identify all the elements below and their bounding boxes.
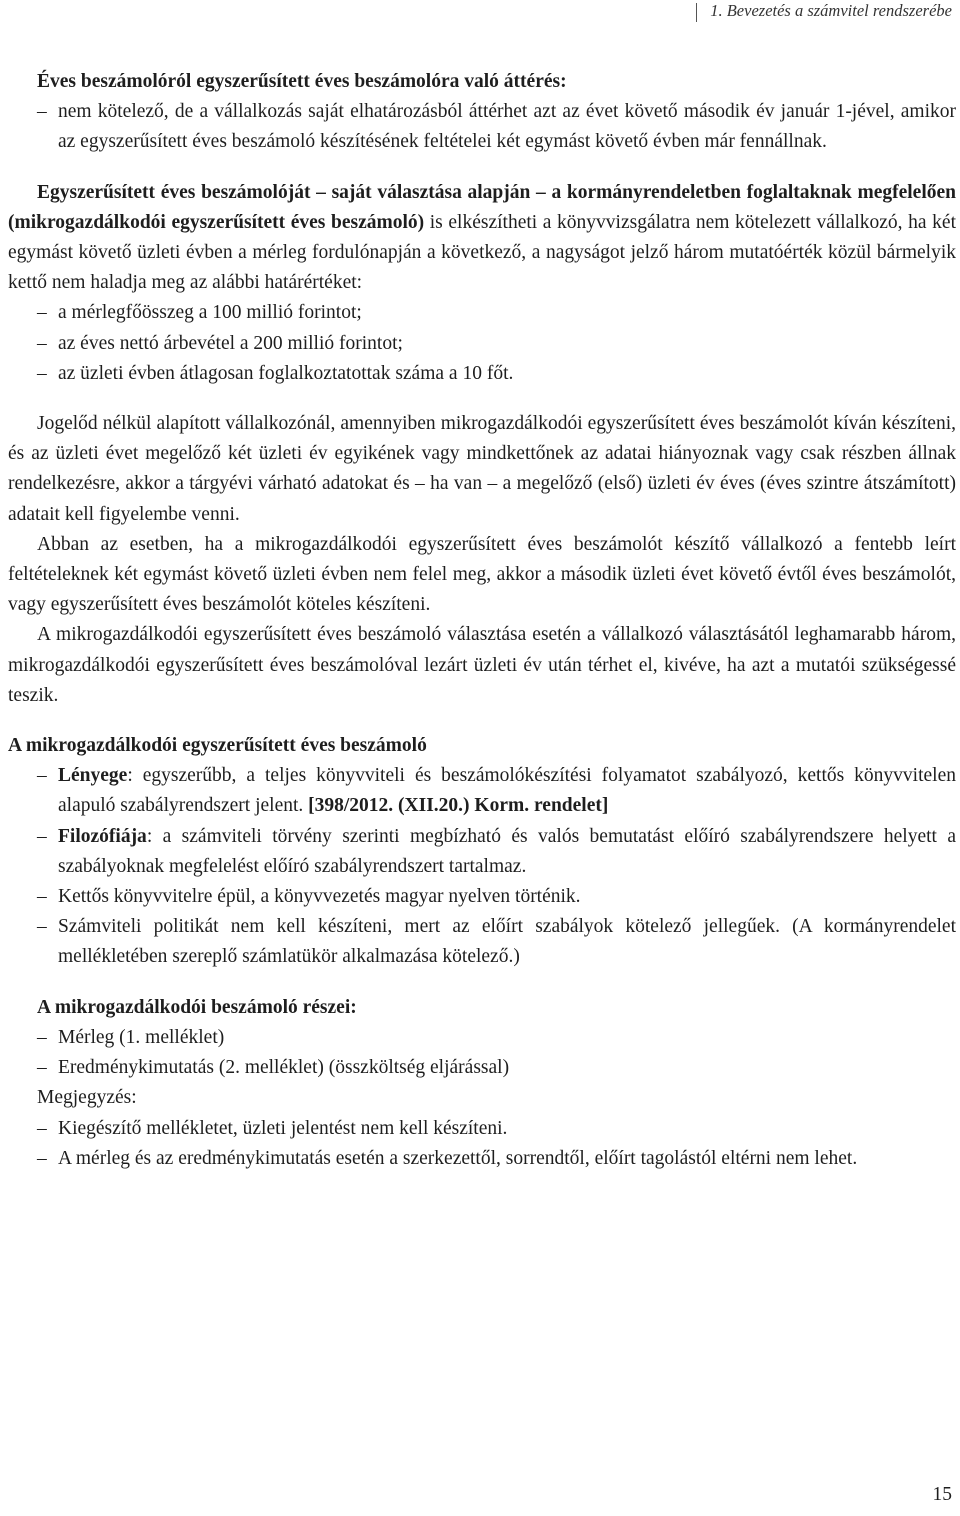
paragraph-successor: Jogelőd nélkül alapított vállalkozónál, amennyiben mikrogazdálkodói egyszerűsített éves beszámolót kíván készíteni, és az üzleti évet megelőző két üzleti év egyikének vagy mindkettőnek az adatai hiányoznak vagy csak részben állnak rendelkezésre, akkor a tárgyévi várható adatokat és – ha van – a megelőző (első) üzleti év éves (éves szintre átszámított) adatait kell figyelembe venni. — [8, 413, 956, 525]
paragraph-condition: Abban az esetben, ha a mikrogazdálkodói egyszerűsített éves beszámolót készítő vállalkozó a fentebb leírt feltételeknek két egymást követő üzleti évben nem felel meg, akkor a második üzleti évet követő évtől éves beszámolót, vagy egyszerűsített éves beszámolót köteles készíteni. — [8, 533, 956, 616]
page-content — [8, 67, 956, 1174]
bold-lead: Egyszerűsített éves beszámolóját – saját választása alapján – a kormányrendeletben foglaltaknak megfelelően (mikrogazdálkodói egyszerűsített éves beszámoló) — [8, 181, 956, 233]
dash-marker: – — [37, 1147, 47, 1169]
paragraph-simplified-report: Egyszerűsített éves beszámolóját – saját választása alapján – a kormányrendeletben foglaltaknak megfelelően (mikrogazdálkodói egyszerűsített éves beszámoló) is elkészítheti a könyvvizsgálatra nem kötelezett vállalkozó, ha két egymást követő üzleti évben a mérleg fordulónapján a következő, a nagyságot jelző három mutatóérték közül bármelyik kettő nem haladja meg az alábbi határértéket: — [8, 181, 956, 294]
list-item: – Kettős könyvvitelre épül, a könyvvezetés magyar nyelven történik. — [8, 882, 956, 912]
running-head-rule — [696, 3, 697, 22]
list-item: – Lényege: egyszerűbb, a teljes könyvviteli és beszámolókészítési folyamatot szabályozó, kettős könyvvitelen alapuló szabályrendszert jelent. [398/2012. (XII.20.) Korm. rendelet] — [8, 761, 956, 821]
list-item: – Filozófiája: a számviteli törvény szerinti megbízható és valós bemutatást előíró szabályrendszere helyett a szabályoknak megfelelést előíró szabályrendszert tartalmaz. — [8, 822, 956, 882]
paragraph-choice: A mikrogazdálkodói egyszerűsített éves beszámoló választása esetén a vállalkozó választásától leghamarabb három, mikrogazdálkodói egyszerűsített éves beszámolóval lezárt üzleti év után térhet el, kivéve, ha azt a mutatói szükségessé teszik. — [8, 624, 956, 706]
dash-marker: – — [37, 302, 47, 324]
list-item: – Kiegészítő mellékletet, üzleti jelentést nem kell készíteni. — [8, 1114, 956, 1144]
running-head — [0, 0, 960, 22]
dash-marker: – — [37, 916, 47, 938]
dash-marker: – — [37, 1057, 47, 1079]
dash-marker: – — [37, 1026, 47, 1048]
list-item: – az üzleti évben átlagosan foglalkoztatottak száma a 10 főt. — [8, 359, 956, 389]
list-item: – az éves nettó árbevétel a 200 millió forintot; — [8, 329, 956, 359]
dash-marker: – — [37, 765, 47, 787]
dash-marker: – — [37, 825, 47, 847]
running-head-text: 1. Bevezetés a számvitel rendszerébe — [710, 1, 952, 20]
list-item: – Eredménykimutatás (2. melléklet) (összköltség eljárással) — [8, 1053, 956, 1083]
page-number: 15 — [932, 1484, 952, 1505]
note-label: Megjegyzés: — [37, 1087, 137, 1109]
list-item: – a mérlegfőösszeg a 100 millió forintot; — [8, 298, 956, 328]
list-item: – A mérleg és az eredménykimutatás esetén a szerkezettől, sorrendtől, előírt tagolástól eltérni nem lehet. — [8, 1144, 956, 1174]
dash-marker: – — [37, 886, 47, 908]
dash-marker: – — [37, 101, 47, 123]
list-item: – Számviteli politikát nem kell készíteni, mert az előírt szabályok kötelező jellegűek. (A kormányrendelet mellékletében szereplő számlatükör alkalmazása kötelező.) — [8, 912, 956, 972]
section-heading-micro-report: A mikrogazdálkodói egyszerűsített éves beszámoló — [8, 735, 427, 757]
dash-marker: – — [37, 362, 47, 384]
list-item: – Mérleg (1. melléklet) — [8, 1023, 956, 1053]
section-heading-transition: Éves beszámolóról egyszerűsített éves beszámolóra való áttérés: — [37, 71, 567, 92]
dash-marker: – — [37, 332, 47, 354]
list-item: – nem kötelező, de a vállalkozás saját elhatározásból áttérhet azt az évet követő második év január 1-jével, amikor az egyszerűsített éves beszámoló készítésének feltételei két egymást követő évben már fennállnak. — [8, 97, 956, 157]
section-heading-parts: A mikrogazdálkodói beszámoló részei: — [37, 996, 357, 1018]
dash-marker: – — [37, 1117, 47, 1139]
